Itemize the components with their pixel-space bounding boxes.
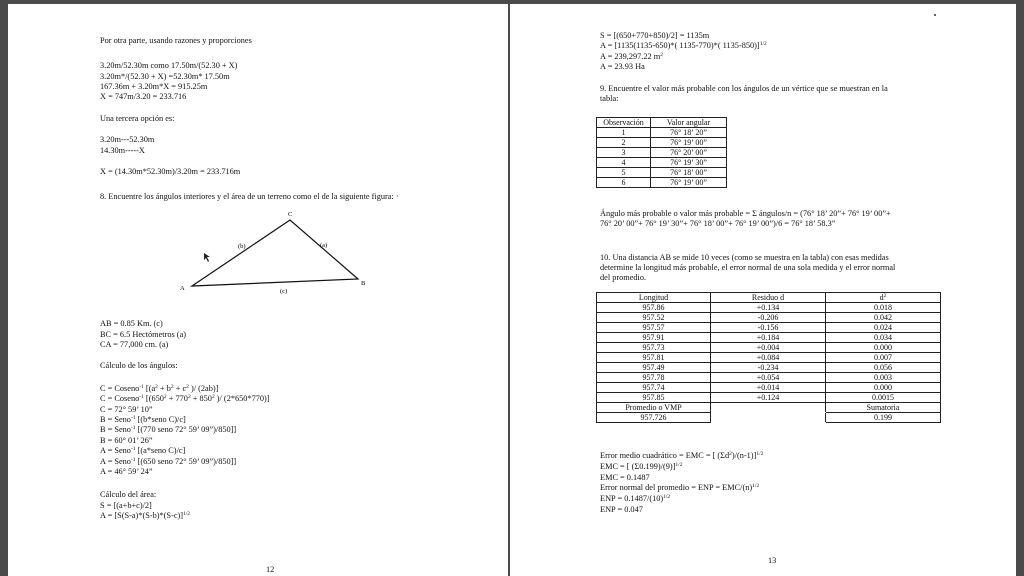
speck bbox=[934, 14, 936, 16]
emc-result: EMC = 0.1487 bbox=[600, 473, 650, 482]
ratio-line: 3.20m/52.30m como 17.50m/(52.30 + X) bbox=[100, 61, 238, 70]
given-bc: BC = 6.5 Hectómetros (a) bbox=[100, 330, 187, 339]
problem-10-cont: determine la longitud más probable, el error normal de una sola medida y el error normal bbox=[600, 263, 896, 272]
ratio-line: 167.36m + 3.20m*X = 915.25m bbox=[100, 82, 208, 91]
area-ha: A = 23.93 Ha bbox=[600, 62, 645, 71]
table-row: 957.52 -0.206 0.042 bbox=[597, 313, 941, 323]
triangle-figure bbox=[168, 204, 378, 299]
table-row: 3 76° 20’ 00” bbox=[597, 148, 727, 158]
table-row: 957.91 +0.184 0.034 bbox=[597, 333, 941, 343]
angle-b-formula: B = Seno$^{-1}$ [(b*seno C)/c] bbox=[100, 415, 186, 424]
table-header: Observación bbox=[597, 118, 651, 128]
page-number-13: 13 bbox=[768, 556, 777, 565]
angle-c-values: C = Coseno$^{-1}$ [($650^2 + 770^2 + 850^2$ )/ (2*650*770)] bbox=[100, 394, 270, 403]
angle-b-result: B = 60° 01’ 26” bbox=[100, 436, 153, 445]
triangle-shape bbox=[192, 220, 358, 286]
table-row: 5 76° 18’ 00” bbox=[597, 168, 727, 178]
angle-a-formula: A = Seno$^{-1}$ [(a*seno C)/c] bbox=[100, 446, 186, 455]
page-number-12: 12 bbox=[266, 565, 275, 574]
vertex-b-label: B bbox=[361, 280, 366, 287]
table-row: 957.74 +0.014 0.000 bbox=[597, 383, 941, 393]
emc-calc: EMC = [ (Σ0.199)/(9)]$^{1/2}$ bbox=[600, 462, 683, 471]
angles-heading: Cálculo de los ángulos: bbox=[100, 361, 178, 370]
emc-formula: Error medio cuadrático = EMC = [ $(\Sigma d^2)/(n-1)]^{1/2}$ bbox=[600, 451, 764, 460]
probable-angle: Ángulo más probable o valor más probable = Σ ángulos/n = (76° 18’ 20”+ 76° 19’ 00”+ bbox=[600, 209, 891, 218]
side-c-label: (c) bbox=[280, 288, 288, 295]
problem-9-cont: tabla: bbox=[600, 94, 619, 103]
s-value: S = [(650+770+850)/2] = 1135m bbox=[600, 31, 710, 40]
area-formula: $A = [S(S-a)*(S-b)*(S-c)]^{1/2}$ bbox=[100, 511, 191, 520]
vertex-c-label: C bbox=[288, 211, 293, 218]
table-row: 957.73 +0.004 0.000 bbox=[597, 343, 941, 353]
problem-10-cont: del promedio. bbox=[600, 273, 647, 282]
side-a-label: (a) bbox=[320, 242, 328, 249]
table-header: Residuo d bbox=[711, 293, 826, 303]
vertex-a-label: A bbox=[180, 285, 185, 292]
table-row: 1 76° 18’ 20” bbox=[597, 128, 727, 138]
angle-a-values: A = Seno$^{-1}$ [(650 seno 72° 59’ 09”)/850]] bbox=[100, 457, 237, 466]
probable-angle-cont: 76° 20’ 00”+ 76° 19’ 30”+ 76° 18’ 00”+ 76° 19’ 00”)/6 = 76° 18’ 58.3” bbox=[600, 219, 836, 228]
intro-text: Por otra parte, usando razones y proporciones bbox=[100, 36, 252, 45]
area-heading: Cálculo del área: bbox=[100, 490, 157, 499]
observation-table bbox=[596, 117, 727, 188]
angle-c-formula: C = Coseno$^{-1}$ [($a^2 + b^2 + c^2$ )/ (2ab)] bbox=[100, 384, 219, 393]
enp-formula: Error normal del promedio = ENP = EMC/$(n)^{1/2}$ bbox=[600, 483, 760, 492]
area-calc: A = [1135(1135-650)*( 1135-770)*( 1135-850)]$^{1/2}$ bbox=[600, 41, 767, 50]
left-page bbox=[8, 4, 508, 576]
table-row: 957.57 -0.156 0.024 bbox=[597, 323, 941, 333]
enp-result: ENP = 0.047 bbox=[600, 505, 643, 514]
table-summary-row: Promedio o VMP Sumatoria bbox=[597, 403, 941, 413]
table-row: 957.49 -0.234 0.056 bbox=[597, 363, 941, 373]
angle-c-result: C = 72° 59’ 10” bbox=[100, 405, 153, 414]
distance-table bbox=[596, 292, 941, 423]
table-summary-row: 957.726 0.199 bbox=[597, 413, 941, 423]
given-ab: AB = 0.85 Km. (c) bbox=[100, 319, 163, 328]
table-row: 957.86 +0.134 0.018 bbox=[597, 303, 941, 313]
side-b-label: (b) bbox=[238, 243, 246, 250]
table-row: 6 76° 19’ 00” bbox=[597, 178, 727, 188]
problem-10: 10. Una distancia AB se mide 10 veces (como se muestra en la tabla) con esas medidas bbox=[600, 253, 889, 262]
table-row: 957.78 +0.054 0.003 bbox=[597, 373, 941, 383]
third-option-heading: Una tercera opción es: bbox=[100, 114, 175, 123]
mouse-cursor-icon bbox=[204, 253, 210, 262]
table-row: 2 76° 19’ 00” bbox=[597, 138, 727, 148]
given-ca: CA = 77,000 cm. (a) bbox=[100, 340, 169, 349]
problem-9: 9. Encuentre el valor más probable con los ángulos de un vértice que se muestran en la bbox=[600, 84, 888, 93]
angle-b-values: B = Seno$^{-1}$ [(770 seno 72° 59’ 09”)/850]] bbox=[100, 425, 237, 434]
table-row: 4 76° 19’ 30” bbox=[597, 158, 727, 168]
ratio-line: X = 747m/3.20 = 233.716 bbox=[100, 92, 187, 101]
right-page bbox=[510, 4, 1016, 576]
enp-calc: ENP = $0.1487/(10)^{1/2}$ bbox=[600, 494, 671, 503]
area-m2: A = 239,297.22 $m^2$ bbox=[600, 52, 663, 61]
third-option-line: 14.30m-----X bbox=[100, 146, 145, 155]
angle-a-result: A = 46° 59’ 24” bbox=[100, 467, 153, 476]
ratio-line: 3.20m*/(52.30 + X) =52.30m* 17.50m bbox=[100, 72, 230, 81]
third-option-result: X = (14.30m*52.30m)/3.20m = 233.716m bbox=[100, 167, 241, 176]
third-option-line: 3.20m---52.30m bbox=[100, 135, 155, 144]
problem-8: 8. Encuentre los ángulos interiores y el área de un terreno como el de la siguiente figura: · bbox=[100, 192, 399, 201]
table-header: Valor angular bbox=[651, 118, 727, 128]
s-formula: S = [(a+b+c)/2] bbox=[100, 501, 152, 510]
table-row: 957.81 +0.084 0.007 bbox=[597, 353, 941, 363]
table-header: Longitud bbox=[597, 293, 711, 303]
table-header: $d^2$ bbox=[826, 293, 941, 303]
table-row: 957.85 +0.124 0.0015 bbox=[597, 393, 941, 403]
